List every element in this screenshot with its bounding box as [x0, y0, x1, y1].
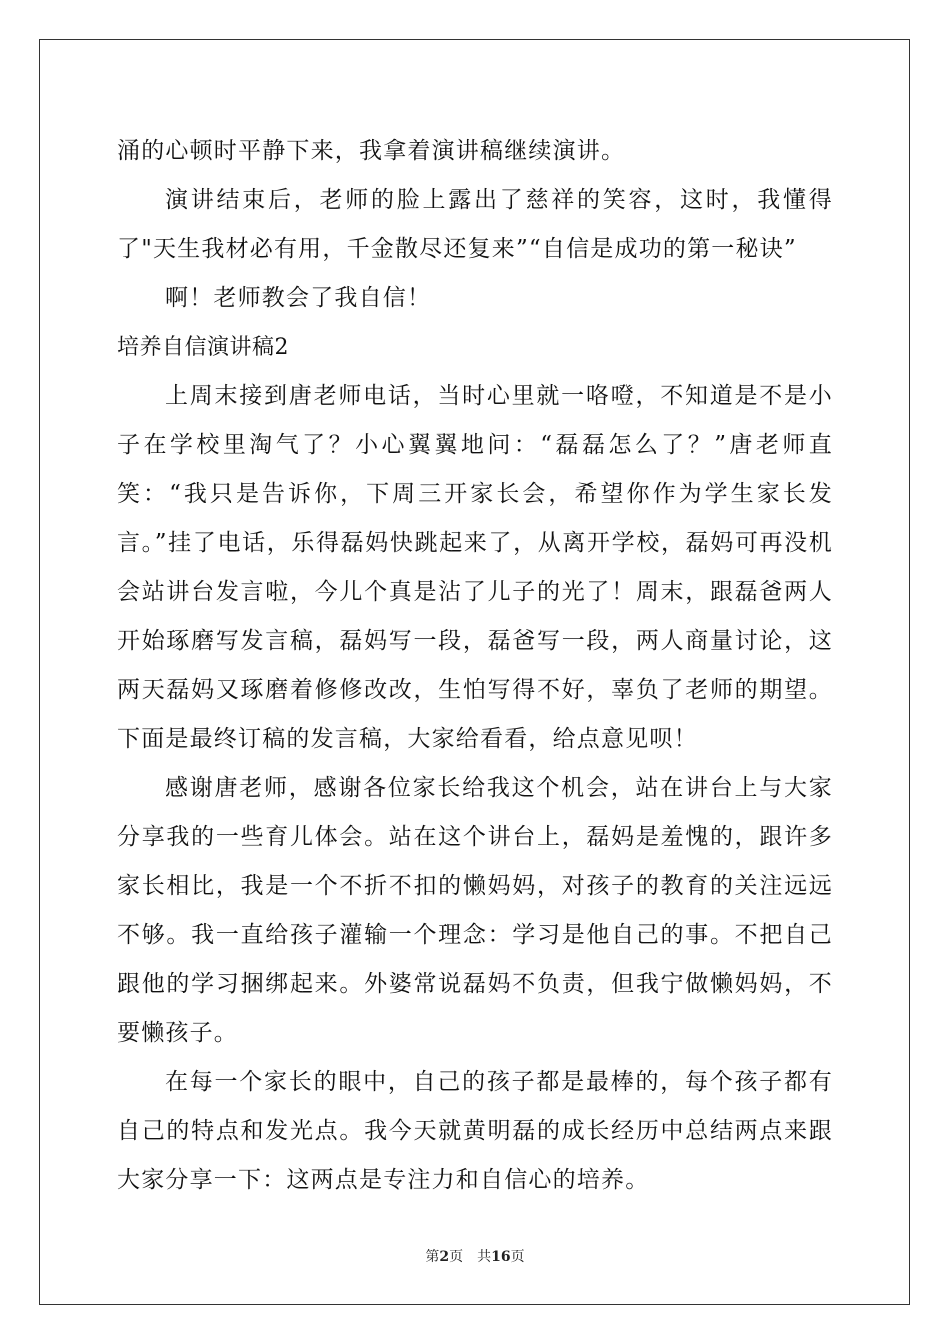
total-pages: 16	[491, 1249, 511, 1265]
total-suffix: 页	[510, 1249, 525, 1265]
page-number: 2	[439, 1249, 450, 1265]
page-prefix: 第	[425, 1249, 440, 1265]
total-prefix: 共	[477, 1249, 492, 1265]
paragraph-exclamation: 啊！老师教会了我自信！	[165, 285, 432, 311]
document-body	[117, 127, 833, 1205]
page-suffix: 页	[449, 1249, 464, 1265]
paragraph-continuation: 涌的心顿时平静下来，我拿着演讲稿继续演讲。	[117, 138, 626, 164]
paragraph-speech-end: 演讲结束后，老师的脸上露出了慈祥的笑容，这时，我懂得了"天生我材必有用，千金散尽还复来”“自信是成功的第一秘诀”	[117, 187, 833, 262]
paragraph-thanks: 感谢唐老师，感谢各位家长给我这个机会，站在讲台上与大家分享我的一些育儿体会。站在这个讲台上，磊妈是羞愧的，跟许多家长相比，我是一个不折不扣的懒妈妈，对孩子的教育的关注远远不够。我一直给孩子灌输一个理念：学习是他自己的事。不把自己跟他的学习捆绑起来。外婆常说磊妈不负责，但我宁做懒妈妈，不要懒孩子。	[117, 775, 833, 1046]
section-heading: 培养自信演讲稿2	[117, 335, 289, 360]
paragraph-phone-call: 上周末接到唐老师电话，当时心里就一咯噔，不知道是不是小子在学校里淘气了？小心翼翼地问：“磊磊怎么了？”唐老师直笑：“我只是告诉你，下周三开家长会，希望你作为学生家长发言。”挂了电话，乐得磊妈快跳起来了，从离开学校，磊妈可再没机会站讲台发言啦，今儿个真是沾了儿子的光了！周末，跟磊爸两人开始琢磨写发言稿，磊妈写一段，磊爸写一段，两人商量讨论，这两天磊妈又琢磨着修修改改，生怕写得不好，辜负了老师的期望。下面是最终订稿的发言稿，大家给看看，给点意见呗！	[117, 383, 833, 752]
page-footer	[0, 1247, 950, 1267]
paragraph-each-child: 在每一个家长的眼中，自己的孩子都是最棒的，每个孩子都有自己的特点和发光点。我今天就黄明磊的成长经历中总结两点来跟大家分享一下：这两点是专注力和自信心的培养。	[117, 1069, 833, 1193]
